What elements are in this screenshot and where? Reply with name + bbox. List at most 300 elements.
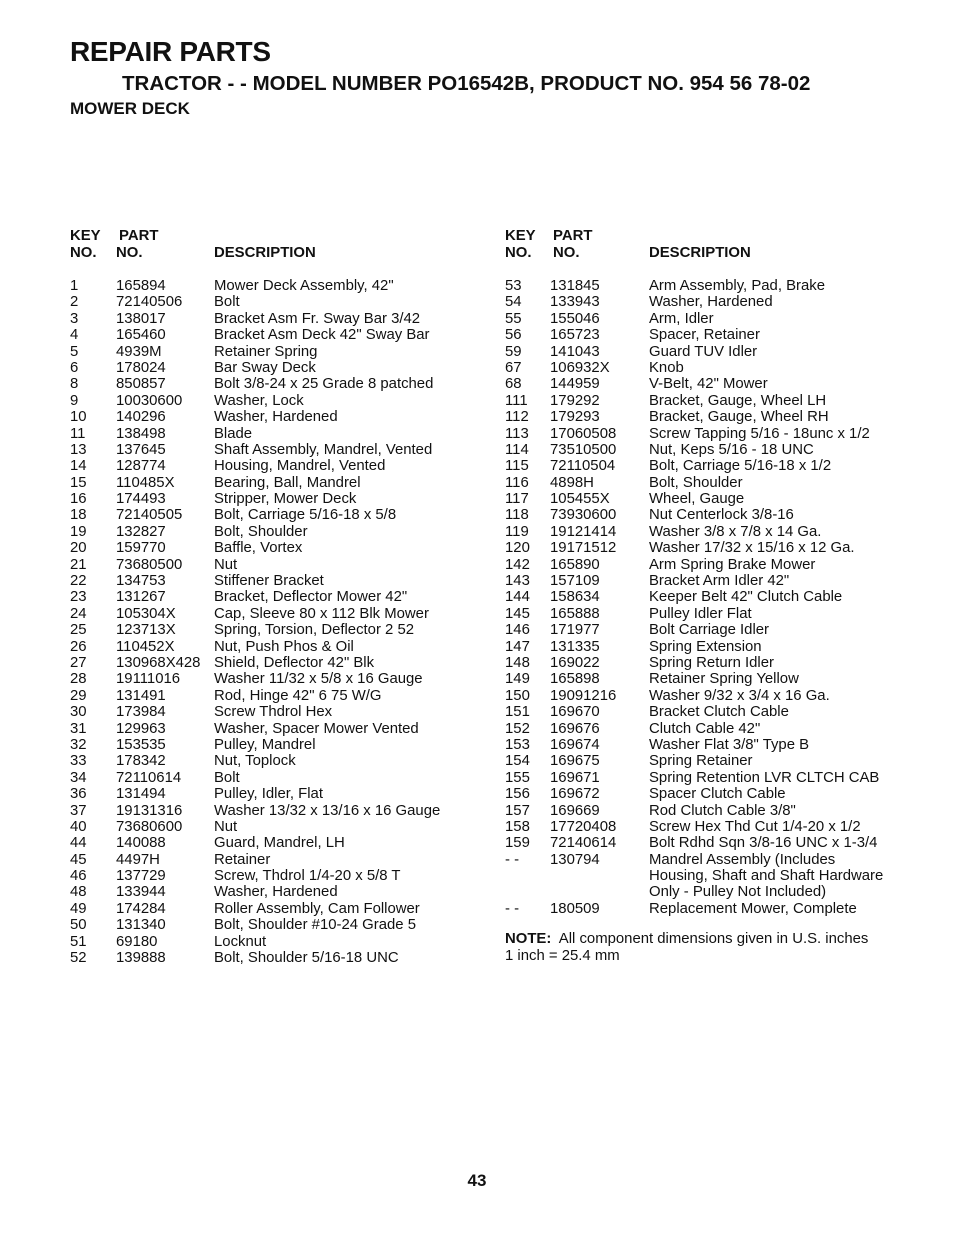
key-no: 112 — [505, 409, 529, 426]
table-row — [505, 327, 905, 343]
part-description: Bolt, Shoulder — [214, 523, 308, 540]
part-description: Bolt, Carriage 5/16-18 x 5/8 — [214, 507, 397, 524]
table-row — [70, 311, 470, 327]
part-no: 133944 — [116, 884, 166, 901]
part-no: 169674 — [550, 736, 600, 753]
parts-list-right — [505, 278, 905, 917]
header-key-line1: KEY — [70, 228, 101, 244]
part-description: Washer, Lock — [214, 392, 304, 409]
part-description: Bolt — [214, 769, 240, 786]
note — [505, 931, 905, 964]
parts-column-left — [70, 228, 470, 966]
part-no: 169672 — [550, 786, 600, 803]
table-row — [505, 622, 905, 638]
table-row — [70, 278, 470, 294]
part-no: 137729 — [116, 868, 166, 885]
table-row — [70, 688, 470, 704]
table-row — [70, 901, 470, 917]
part-description: Washer 3/8 x 7/8 x 14 Ga. — [649, 523, 822, 540]
part-no: 153535 — [116, 736, 166, 753]
table-row — [70, 507, 470, 523]
table-row — [70, 950, 470, 966]
part-description: Nut Centerlock 3/8-16 — [649, 507, 794, 524]
part-description: Mower Deck Assembly, 42" — [214, 278, 394, 294]
part-description: Retainer Spring — [214, 343, 318, 360]
key-no: 156 — [505, 786, 530, 803]
key-no: 153 — [505, 736, 530, 753]
part-no: 173984 — [116, 704, 166, 721]
part-no: 141043 — [550, 343, 600, 360]
table-row — [70, 426, 470, 442]
part-no: 73680500 — [116, 556, 183, 573]
part-description: Housing, Mandrel, Vented — [214, 458, 386, 475]
part-no: 110452X — [116, 638, 175, 655]
part-no: 178342 — [116, 753, 166, 770]
part-no: 131494 — [116, 786, 166, 803]
part-description: V-Belt, 42" Mower — [649, 376, 768, 393]
part-no: 165894 — [116, 278, 166, 294]
table-row — [70, 753, 470, 769]
key-no: 28 — [70, 671, 87, 688]
table-row — [70, 557, 470, 573]
part-description: Pulley, Idler, Flat — [214, 786, 323, 803]
part-no: 179293 — [550, 409, 600, 426]
part-no: 134753 — [116, 573, 166, 590]
part-description: Nut — [214, 556, 238, 573]
table-row — [70, 393, 470, 409]
key-no: 113 — [505, 425, 529, 442]
table-row — [505, 458, 905, 474]
key-no: 151 — [505, 704, 530, 721]
table-row — [505, 540, 905, 556]
part-no: 131335 — [550, 638, 600, 655]
table-row — [70, 524, 470, 540]
page-title: REPAIR PARTS — [70, 36, 271, 67]
part-no: 106932X — [550, 359, 610, 376]
table-row — [70, 622, 470, 638]
key-no: 56 — [505, 327, 522, 344]
key-no: 31 — [70, 720, 87, 737]
part-no: 129963 — [116, 720, 166, 737]
part-description: Screw Hex Thd Cut 1/4-20 x 1/2 — [649, 818, 861, 835]
key-no: 117 — [505, 491, 529, 508]
key-no: 20 — [70, 540, 87, 557]
part-description: Spacer, Retainer — [649, 327, 760, 344]
part-description: Baffle, Vortex — [214, 540, 303, 557]
key-no: 146 — [505, 622, 530, 639]
part-no: 105304X — [116, 605, 176, 622]
part-no: 131340 — [116, 917, 166, 934]
column-header — [70, 228, 470, 266]
part-description: Blade — [214, 425, 253, 442]
key-no: 55 — [505, 310, 522, 327]
part-no: 169669 — [550, 802, 600, 819]
part-description: Washer 17/32 x 15/16 x 12 Ga. — [649, 540, 855, 557]
part-no: 110485X — [116, 474, 175, 491]
part-no: 138017 — [116, 310, 166, 327]
table-row — [505, 442, 905, 458]
table-row — [70, 819, 470, 835]
part-description: Screw Thdrol Hex — [214, 704, 333, 721]
part-no: 139888 — [116, 950, 166, 967]
part-description: Spring Retainer — [649, 753, 753, 770]
part-description: Mandrel Assembly (Includes — [649, 851, 836, 868]
part-description: Bearing, Ball, Mandrel — [214, 474, 361, 491]
part-description: Replacement Mower, Complete — [649, 900, 857, 917]
key-no: - - — [505, 900, 520, 917]
part-description: Retainer — [214, 851, 271, 868]
key-no: 119 — [505, 523, 529, 540]
part-description: Nut, Toplock — [214, 753, 296, 770]
key-no: 13 — [70, 441, 87, 458]
table-row — [505, 852, 905, 868]
part-description: Shaft Assembly, Mandrel, Vented — [214, 441, 433, 458]
key-no: 6 — [70, 359, 79, 376]
part-no: 72140506 — [116, 294, 183, 311]
part-description: Arm, Idler — [649, 310, 714, 327]
part-no: 73680600 — [116, 818, 183, 835]
key-no: 145 — [505, 605, 530, 622]
part-description: Bolt, Carriage 5/16-18 x 1/2 — [649, 458, 832, 475]
part-no: 4898H — [550, 474, 594, 491]
part-description: Housing, Shaft and Shaft Hardware — [649, 868, 884, 885]
table-row — [505, 393, 905, 409]
table-row — [505, 704, 905, 720]
table-row — [505, 803, 905, 819]
key-no: 142 — [505, 556, 530, 573]
part-no: 144959 — [550, 376, 600, 393]
key-no: 157 — [505, 802, 530, 819]
key-no: 48 — [70, 884, 87, 901]
key-no: 1 — [70, 278, 79, 294]
table-row — [70, 475, 470, 491]
part-description: Washer 13/32 x 13/16 x 16 Gauge — [214, 802, 441, 819]
table-row — [70, 573, 470, 589]
key-no: 144 — [505, 589, 530, 606]
header-description: DESCRIPTION — [649, 245, 751, 261]
part-no: 19171512 — [550, 540, 617, 557]
key-no: 143 — [505, 573, 530, 590]
key-no: 24 — [70, 605, 87, 622]
key-no: 29 — [70, 687, 87, 704]
part-description: Nut, Keps 5/16 - 18 UNC — [649, 441, 814, 458]
header-key-line2: NO. — [505, 245, 532, 261]
table-row — [70, 770, 470, 786]
part-description: Clutch Cable 42" — [649, 720, 761, 737]
table-row — [505, 589, 905, 605]
section-title: MOWER DECK — [70, 99, 190, 118]
key-no: 68 — [505, 376, 522, 393]
part-description: Knob — [649, 359, 684, 376]
key-no: 14 — [70, 458, 87, 475]
part-description: Spring Return Idler — [649, 654, 774, 671]
table-row — [70, 540, 470, 556]
part-no: 17720408 — [550, 818, 617, 835]
part-no: 4939M — [116, 343, 162, 360]
key-no: 26 — [70, 638, 87, 655]
part-description: Bar Sway Deck — [214, 359, 316, 376]
key-no: 33 — [70, 753, 87, 770]
table-row — [505, 721, 905, 737]
part-no: 158634 — [550, 589, 600, 606]
part-description: Locknut — [214, 933, 267, 950]
table-row — [505, 688, 905, 704]
part-no: 159770 — [116, 540, 166, 557]
table-row — [70, 868, 470, 884]
part-description: Bracket, Gauge, Wheel RH — [649, 409, 829, 426]
table-row — [505, 737, 905, 753]
key-no: 11 — [70, 425, 86, 442]
part-no: 179292 — [550, 392, 600, 409]
part-description: Spacer Clutch Cable — [649, 786, 786, 803]
part-no: 131491 — [116, 687, 166, 704]
table-row — [505, 475, 905, 491]
table-row — [505, 770, 905, 786]
table-row — [70, 917, 470, 933]
header-part-line1: PART — [119, 228, 159, 244]
table-row — [70, 589, 470, 605]
part-no: 850857 — [116, 376, 166, 393]
key-no: 111 — [505, 392, 528, 409]
table-row — [70, 327, 470, 343]
header-part-line2: NO. — [116, 245, 143, 261]
part-no: 178024 — [116, 359, 166, 376]
part-no: 130794 — [550, 851, 600, 868]
part-no: 73930600 — [550, 507, 617, 524]
table-row — [70, 344, 470, 360]
note-label: NOTE: — [505, 931, 552, 948]
part-description: Bracket Asm Fr. Sway Bar 3/42 — [214, 310, 421, 327]
table-row — [70, 360, 470, 376]
key-no: 32 — [70, 736, 87, 753]
part-no: 155046 — [550, 310, 600, 327]
key-no: 154 — [505, 753, 530, 770]
table-row — [505, 671, 905, 687]
table-row — [505, 557, 905, 573]
part-no: 72110504 — [550, 458, 616, 475]
parts-list-left — [70, 278, 470, 966]
part-description: Bracket, Gauge, Wheel LH — [649, 392, 827, 409]
table-row — [505, 360, 905, 376]
part-description: Stripper, Mower Deck — [214, 491, 357, 508]
key-no: 159 — [505, 835, 530, 852]
header-key-line2: NO. — [70, 245, 97, 261]
part-no: 171977 — [550, 622, 600, 639]
part-no: 174284 — [116, 900, 166, 917]
key-no: 22 — [70, 573, 87, 590]
key-no: 120 — [505, 540, 530, 557]
page-number: 43 — [467, 1171, 487, 1190]
key-no: 52 — [70, 950, 87, 967]
table-row — [505, 344, 905, 360]
key-no: 4 — [70, 327, 79, 344]
part-no: 10030600 — [116, 392, 183, 409]
key-no: 158 — [505, 818, 530, 835]
table-row — [70, 852, 470, 868]
key-no: 49 — [70, 900, 87, 917]
part-no: 72110614 — [116, 769, 182, 786]
part-no: 72140614 — [550, 835, 617, 852]
key-no: 54 — [505, 294, 522, 311]
table-row — [70, 934, 470, 950]
part-description: Bolt — [214, 294, 240, 311]
part-description: Pulley Idler Flat — [649, 605, 752, 622]
table-row — [70, 294, 470, 310]
table-row — [505, 409, 905, 425]
part-no: 123713X — [116, 622, 176, 639]
part-no: 131845 — [550, 278, 600, 294]
part-no: 140088 — [116, 835, 166, 852]
part-no: 19121414 — [550, 523, 617, 540]
part-description: Bolt, Shoulder #10-24 Grade 5 — [214, 917, 416, 934]
key-no: 147 — [505, 638, 530, 655]
part-description: Bolt, Shoulder — [649, 474, 743, 491]
table-row — [505, 376, 905, 392]
part-description: Bolt Carriage Idler — [649, 622, 770, 639]
parts-column-right — [505, 228, 905, 964]
part-description: Guard, Mandrel, LH — [214, 835, 345, 852]
part-description: Bracket, Deflector Mower 42" — [214, 589, 408, 606]
part-description: Spring Retention LVR CLTCH CAB — [649, 769, 880, 786]
table-row — [70, 671, 470, 687]
table-row — [70, 639, 470, 655]
part-description: Washer, Spacer Mower Vented — [214, 720, 419, 737]
key-no: 114 — [505, 441, 529, 458]
table-row — [505, 606, 905, 622]
key-no: 116 — [505, 474, 529, 491]
part-description: Bracket Arm Idler 42" — [649, 573, 790, 590]
key-no: 155 — [505, 769, 530, 786]
key-no: 118 — [505, 507, 529, 524]
part-no: 169675 — [550, 753, 600, 770]
table-row — [505, 426, 905, 442]
key-no: 23 — [70, 589, 87, 606]
header-part-line1: PART — [553, 228, 593, 244]
part-no: 165723 — [550, 327, 600, 344]
part-description: Washer, Hardened — [214, 884, 338, 901]
table-row — [505, 835, 905, 851]
table-row — [70, 458, 470, 474]
key-no: 5 — [70, 343, 79, 360]
part-no: 169676 — [550, 720, 600, 737]
part-description: Rod, Hinge 42" 6 75 W/G — [214, 687, 382, 704]
key-no: 53 — [505, 278, 522, 294]
part-no: 165460 — [116, 327, 166, 344]
part-description: Washer, Hardened — [214, 409, 338, 426]
part-no: 128774 — [116, 458, 166, 475]
table-row — [505, 524, 905, 540]
part-no: 169022 — [550, 654, 600, 671]
key-no: 44 — [70, 835, 87, 852]
part-description: Arm Spring Brake Mower — [649, 556, 816, 573]
table-row — [70, 442, 470, 458]
key-no: 8 — [70, 376, 79, 393]
part-no: 169670 — [550, 704, 600, 721]
table-row — [505, 294, 905, 310]
key-no: 46 — [70, 868, 87, 885]
part-description: Shield, Deflector 42" Blk — [214, 654, 375, 671]
part-no: 69180 — [116, 933, 158, 950]
part-description: Washer 9/32 x 3/4 x 16 Ga. — [649, 687, 830, 704]
part-description: Bracket Clutch Cable — [649, 704, 789, 721]
part-description: Bracket Asm Deck 42" Sway Bar — [214, 327, 430, 344]
part-description: Cap, Sleeve 80 x 112 Blk Mower — [214, 605, 429, 622]
part-no: 105455X — [550, 491, 610, 508]
part-description: Nut, Push Phos & Oil — [214, 638, 354, 655]
part-no: 140296 — [116, 409, 166, 426]
part-no: 19091216 — [550, 687, 617, 704]
part-no: 157109 — [550, 573, 600, 590]
table-row — [505, 507, 905, 523]
table-row — [70, 409, 470, 425]
part-description: Bolt 3/8-24 x 25 Grade 8 patched — [214, 376, 434, 393]
part-description: Nut — [214, 818, 238, 835]
part-no: 19131316 — [116, 802, 183, 819]
table-row — [70, 606, 470, 622]
key-no: 67 — [505, 359, 522, 376]
part-description: Spring, Torsion, Deflector 2 52 — [214, 622, 415, 639]
table-row — [505, 278, 905, 294]
key-no: 25 — [70, 622, 87, 639]
part-no: 132827 — [116, 523, 166, 540]
part-no: 19111016 — [116, 671, 181, 688]
key-no: 45 — [70, 851, 87, 868]
part-no: 169671 — [550, 769, 600, 786]
part-no: 138498 — [116, 425, 166, 442]
key-no: 10 — [70, 409, 87, 426]
table-row — [505, 819, 905, 835]
part-description: Pulley, Mandrel — [214, 736, 316, 753]
note-text: All component dimensions given in U.S. inches — [558, 931, 869, 948]
key-no: 21 — [70, 556, 87, 573]
part-description: Only - Pulley Not Included) — [649, 884, 827, 901]
part-no: 174493 — [116, 491, 166, 508]
part-description: Arm Assembly, Pad, Brake — [649, 278, 825, 294]
key-no: 40 — [70, 818, 87, 835]
key-no: 148 — [505, 654, 530, 671]
part-description: Wheel, Gauge — [649, 491, 745, 508]
part-description: Rod Clutch Cable 3/8" — [649, 802, 796, 819]
part-no: 137645 — [116, 441, 166, 458]
key-no: 36 — [70, 786, 87, 803]
part-description: Bolt, Shoulder 5/16-18 UNC — [214, 950, 399, 967]
key-no: 19 — [70, 523, 87, 540]
part-description: Screw, Thdrol 1/4-20 x 5/8 T — [214, 868, 401, 885]
table-row — [70, 376, 470, 392]
part-no: 180509 — [550, 900, 600, 917]
header-description: DESCRIPTION — [214, 245, 316, 261]
model-subtitle: TRACTOR - - MODEL NUMBER PO16542B, PRODUCT NO. 954 56 78-02 — [122, 72, 811, 95]
table-row — [70, 655, 470, 671]
note-conversion: 1 inch = 25.4 mm — [505, 947, 620, 964]
part-no: 17060508 — [550, 425, 617, 442]
part-description: Washer Flat 3/8" Type B — [649, 736, 810, 753]
part-no: 130968X428 — [116, 654, 201, 671]
header-part-line2: NO. — [553, 245, 580, 261]
part-description: Spring Extension — [649, 638, 762, 655]
key-no: 16 — [70, 491, 87, 508]
table-row — [505, 639, 905, 655]
table-row — [70, 884, 470, 900]
key-no: 59 — [505, 343, 522, 360]
key-no: 149 — [505, 671, 530, 688]
table-row — [505, 868, 905, 884]
key-no: 34 — [70, 769, 87, 786]
key-no: 3 — [70, 310, 79, 327]
part-no: 4497H — [116, 851, 160, 868]
key-no: 18 — [70, 507, 87, 524]
table-row — [505, 491, 905, 507]
